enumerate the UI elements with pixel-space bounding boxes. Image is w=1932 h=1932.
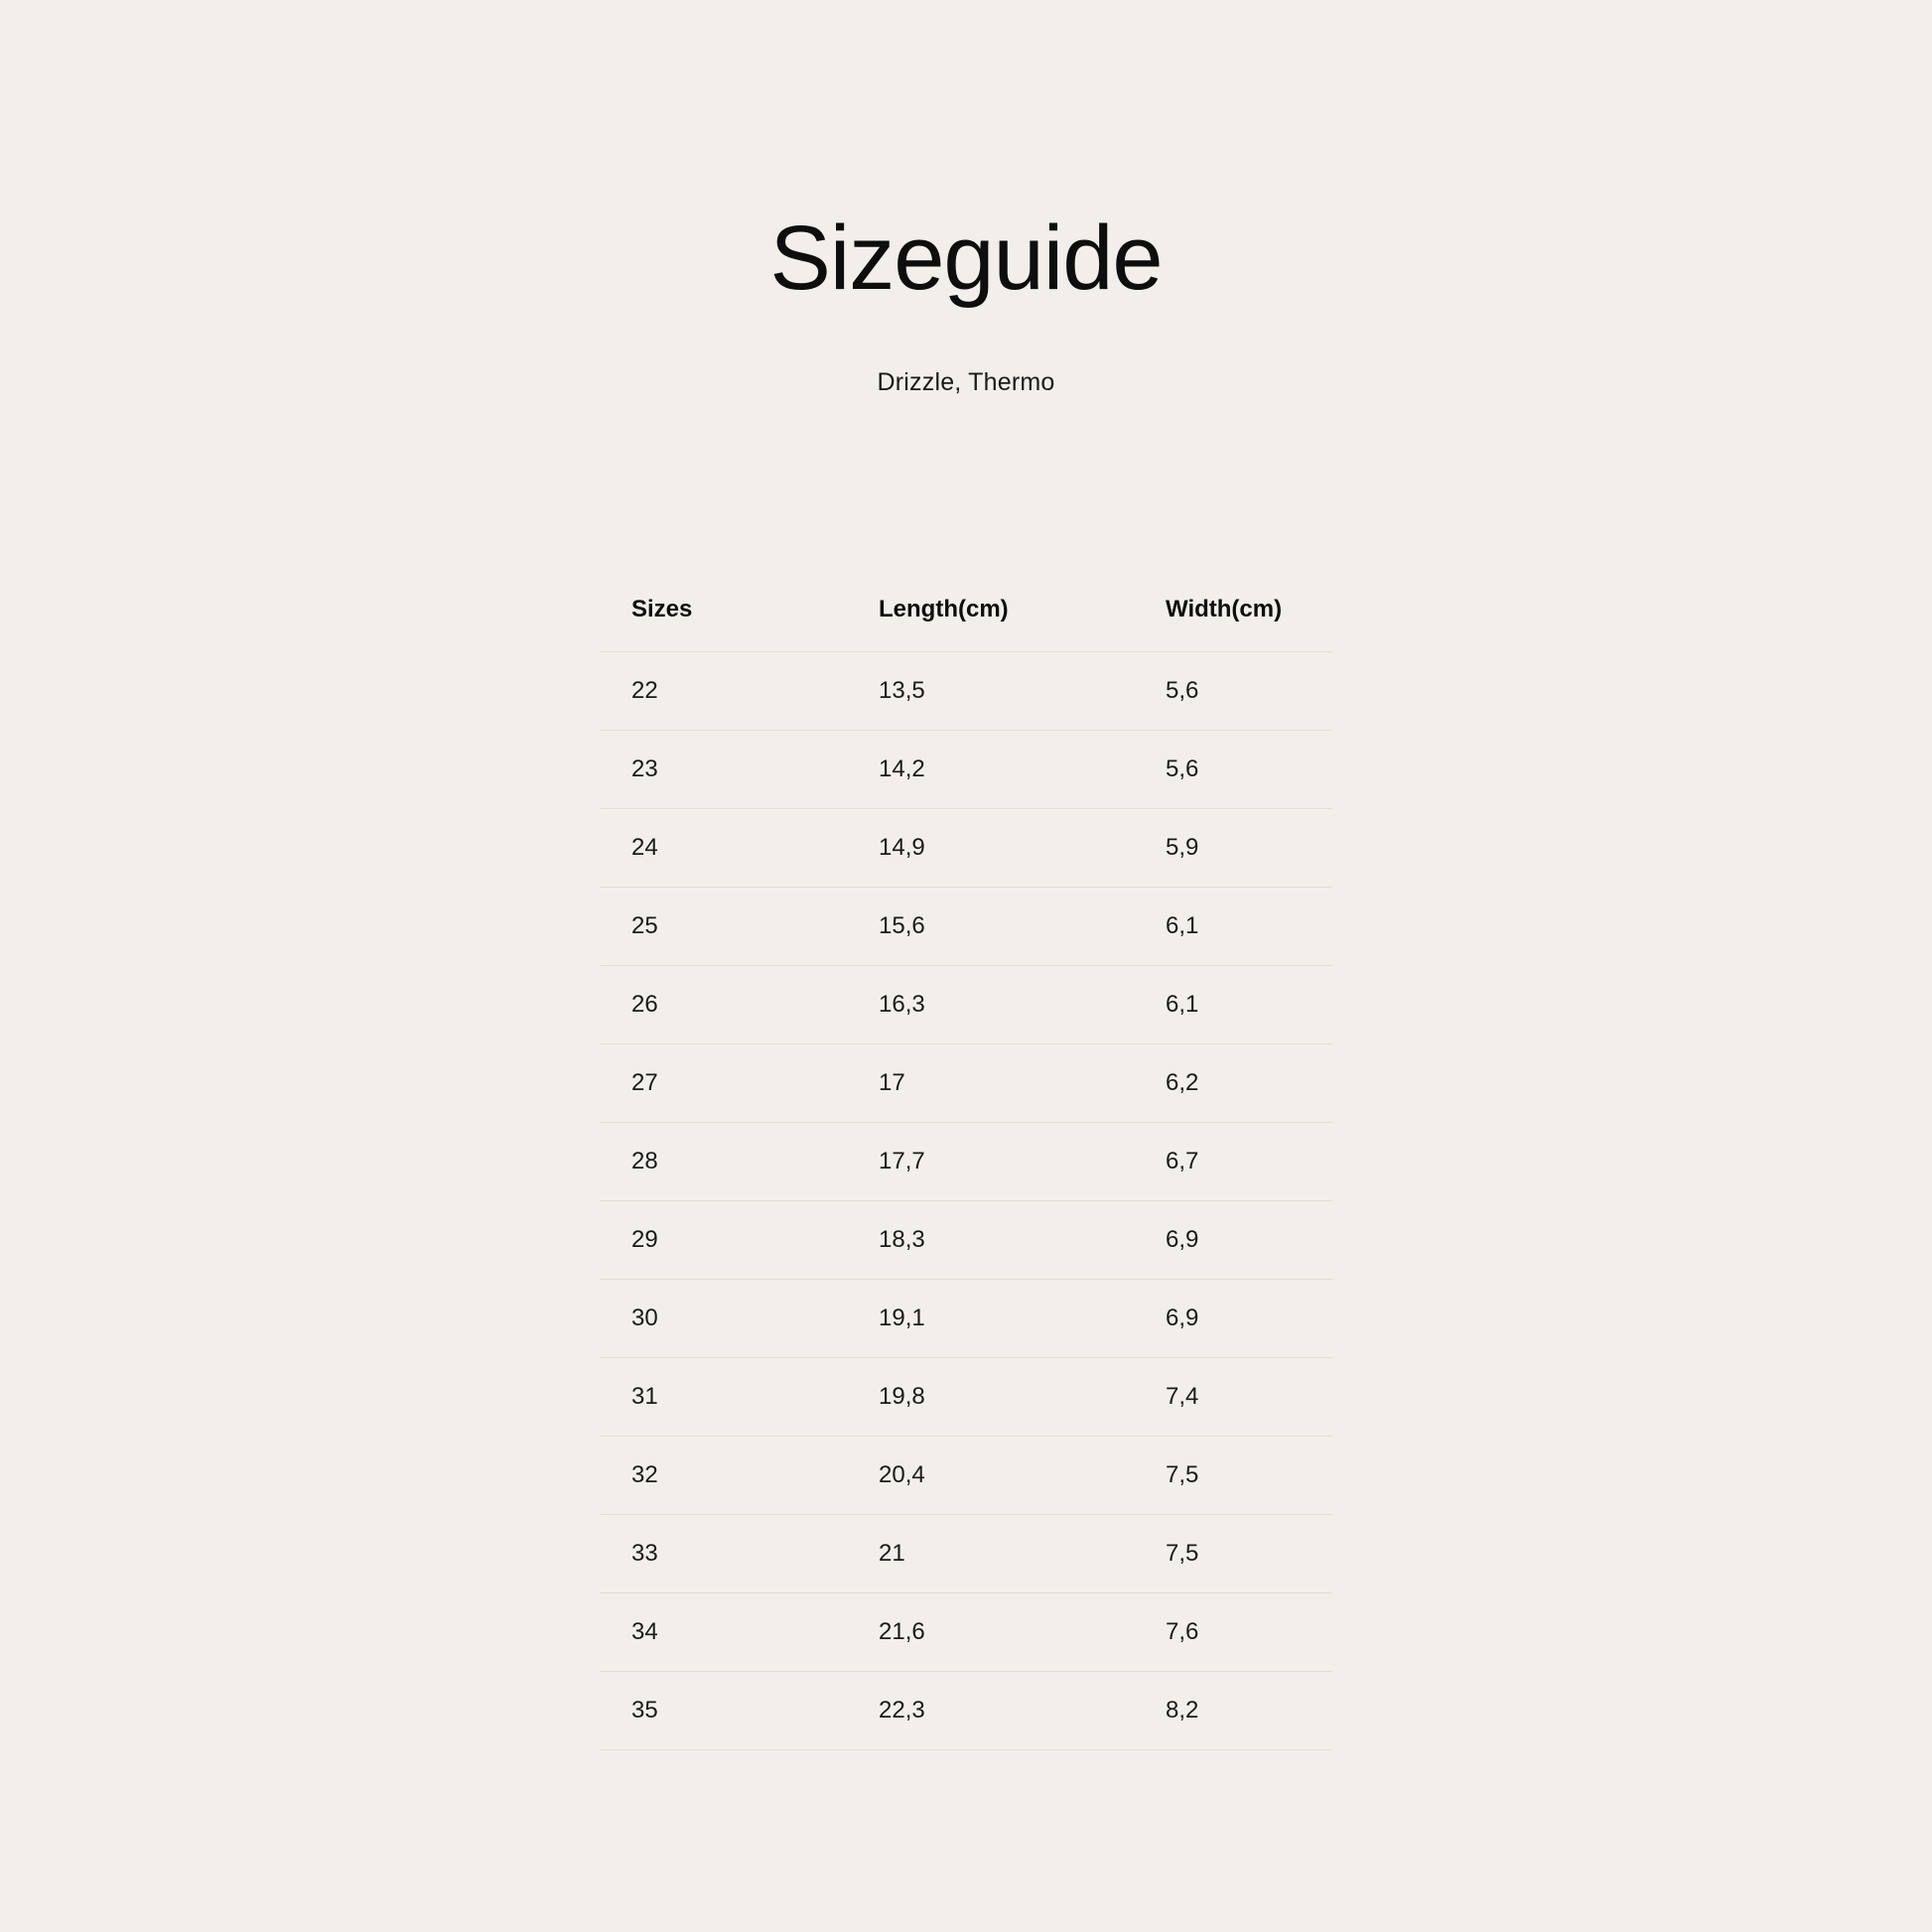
cell-width: 7,6: [1134, 1592, 1332, 1671]
cell-width: 6,9: [1134, 1200, 1332, 1279]
cell-size: 34: [600, 1592, 847, 1671]
table-row: [600, 1592, 1332, 1671]
cell-length: 19,1: [847, 1279, 1134, 1357]
cell-length: 21,6: [847, 1592, 1134, 1671]
cell-width: 6,1: [1134, 965, 1332, 1043]
page-header: [0, 0, 1932, 397]
table-row: [600, 1122, 1332, 1200]
cell-size: 30: [600, 1279, 847, 1357]
cell-length: 21: [847, 1514, 1134, 1592]
cell-width: 5,6: [1134, 651, 1332, 730]
cell-width: 6,1: [1134, 887, 1332, 965]
size-table: [600, 574, 1332, 1750]
cell-length: 18,3: [847, 1200, 1134, 1279]
cell-width: 7,5: [1134, 1436, 1332, 1514]
cell-width: 6,2: [1134, 1043, 1332, 1122]
cell-length: 14,9: [847, 808, 1134, 887]
cell-size: 32: [600, 1436, 847, 1514]
cell-width: 6,7: [1134, 1122, 1332, 1200]
cell-width: 5,9: [1134, 808, 1332, 887]
cell-size: 28: [600, 1122, 847, 1200]
table-row: [600, 651, 1332, 730]
cell-size: 23: [600, 730, 847, 808]
table-row: [600, 1279, 1332, 1357]
table-row: [600, 1436, 1332, 1514]
cell-size: 35: [600, 1671, 847, 1749]
cell-width: 7,4: [1134, 1357, 1332, 1436]
cell-size: 27: [600, 1043, 847, 1122]
table-row: [600, 887, 1332, 965]
table-row: [600, 1357, 1332, 1436]
cell-size: 22: [600, 651, 847, 730]
cell-size: 26: [600, 965, 847, 1043]
table-body: [600, 651, 1332, 1749]
table-row: [600, 1043, 1332, 1122]
cell-width: 7,5: [1134, 1514, 1332, 1592]
cell-size: 25: [600, 887, 847, 965]
cell-length: 19,8: [847, 1357, 1134, 1436]
cell-length: 20,4: [847, 1436, 1134, 1514]
column-header-length: Length(cm): [847, 574, 1134, 652]
cell-length: 16,3: [847, 965, 1134, 1043]
column-header-sizes: Sizes: [600, 574, 847, 652]
table-header: [600, 574, 1332, 652]
cell-length: 17: [847, 1043, 1134, 1122]
table-row: [600, 965, 1332, 1043]
page-subtitle: Drizzle, Thermo: [877, 367, 1055, 396]
table-row: [600, 1514, 1332, 1592]
size-table-container: [600, 397, 1332, 1750]
cell-length: 17,7: [847, 1122, 1134, 1200]
table-row: [600, 808, 1332, 887]
table-row: [600, 1200, 1332, 1279]
column-header-width: Width(cm): [1134, 574, 1332, 652]
cell-size: 29: [600, 1200, 847, 1279]
cell-size: 31: [600, 1357, 847, 1436]
table-row: [600, 730, 1332, 808]
table-row: [600, 1671, 1332, 1749]
cell-length: 14,2: [847, 730, 1134, 808]
page-title: Sizeguide: [769, 207, 1163, 309]
cell-length: 22,3: [847, 1671, 1134, 1749]
cell-width: 6,9: [1134, 1279, 1332, 1357]
table-header-row: [600, 574, 1332, 652]
cell-width: 8,2: [1134, 1671, 1332, 1749]
cell-length: 13,5: [847, 651, 1134, 730]
cell-size: 24: [600, 808, 847, 887]
cell-size: 33: [600, 1514, 847, 1592]
cell-width: 5,6: [1134, 730, 1332, 808]
cell-length: 15,6: [847, 887, 1134, 965]
